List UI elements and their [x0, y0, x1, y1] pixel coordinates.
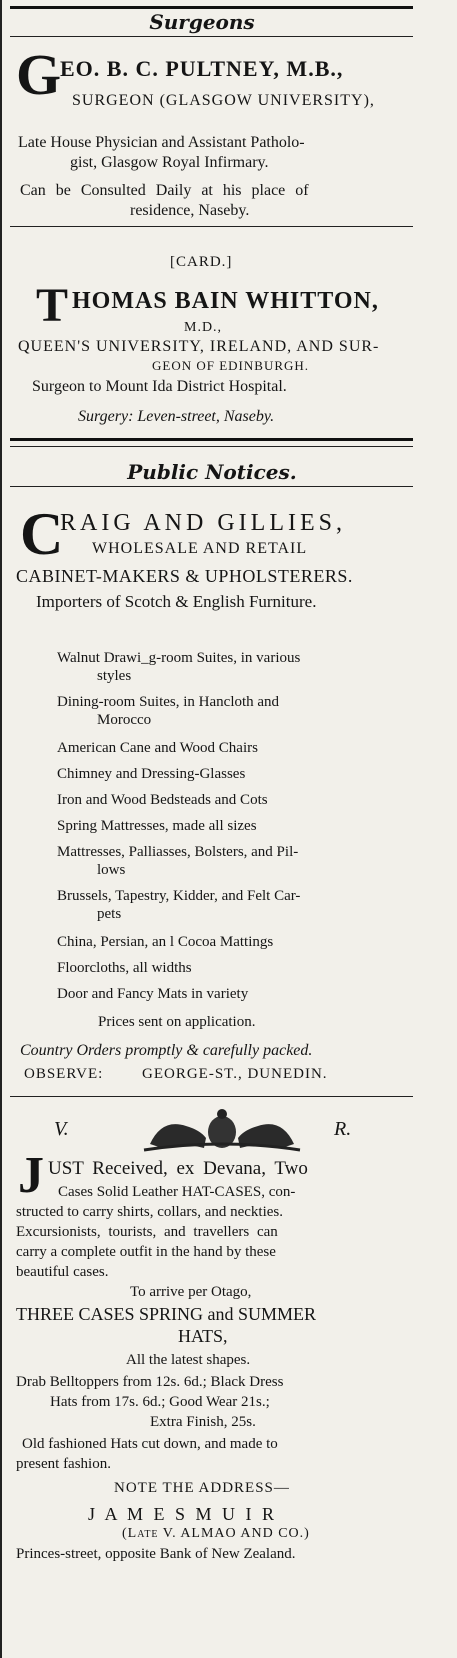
pultney-line2: SURGEON (GLASGOW UNIVERSITY), [72, 92, 375, 109]
muir-note: NOTE THE ADDRESS— [114, 1480, 290, 1496]
muir-line4: Excursionists, tourists, and travellers can [16, 1224, 278, 1240]
craig-item: Morocco [97, 712, 152, 728]
pultney-line4: gist, Glasgow Royal Infirmary. [70, 154, 269, 171]
craig-item: Spring Mattresses, made all sizes [57, 818, 257, 834]
top-rule [10, 6, 413, 9]
whitton-card: [CARD.] [170, 254, 233, 270]
pultney-name: EO. B. C. PULTNEY, M.B., [60, 56, 344, 81]
muir-line3: structed to carry shirts, collars, and neckties. [16, 1204, 283, 1220]
muir-line10: All the latest shapes. [126, 1352, 251, 1368]
section-rule-thin [10, 446, 413, 447]
craig-prices: Prices sent on application. [98, 1014, 256, 1030]
muir-line14: Old fashioned Hats cut down, and made to [22, 1436, 278, 1452]
muir-line11: Drab Belltoppers from 12s. 6d.; Black Dress [16, 1374, 284, 1390]
whitton-name: HOMAS BAIN WHITTON, [72, 288, 379, 314]
whitton-line5: Surgeon to Mount Ida District Hospital. [32, 378, 287, 395]
craig-item: China, Persian, an l Cocoa Mattings [57, 934, 274, 950]
muir-line6: beautiful cases. [16, 1264, 109, 1280]
craig-line2: WHOLESALE AND RETAIL [92, 540, 308, 557]
whitton-line4: GEON OF EDINBURGH. [152, 358, 310, 373]
whitton-initial: T [36, 279, 69, 332]
muir-line5: carry a complete outfit in the hand by these [16, 1244, 276, 1260]
muir-line2: Cases Solid Leather HAT-CASES, con- [58, 1184, 296, 1200]
section-rule [10, 438, 413, 441]
craig-item: pets [97, 906, 122, 922]
muir-line9: HATS, [178, 1326, 228, 1346]
heading-rule [10, 36, 413, 37]
craig-item: Dining-room Suites, in Hancloth and [57, 694, 280, 710]
craig-item: Door and Fancy Mats in variety [57, 986, 249, 1002]
pultney-line5: Can be Consulted Daily at his place of [20, 182, 309, 199]
craig-item: American Cane and Wood Chairs [57, 740, 258, 756]
craig-observe-address: GEORGE-ST., DUNEDIN. [142, 1066, 328, 1082]
whitton-line6: Surgery: Leven-street, Naseby. [78, 408, 275, 425]
muir-line13: Extra Finish, 25s. [150, 1414, 256, 1430]
notices-heading-rule [10, 486, 413, 487]
muir-line12: Hats from 17s. 6d.; Good Wear 21s.; [50, 1394, 270, 1410]
surgeons-heading: Surgeons [149, 10, 255, 34]
notices-heading: Public Notices. [127, 460, 297, 484]
muir-r: R. [334, 1118, 352, 1140]
muir-line7: To arrive per Otago, [130, 1284, 252, 1300]
craig-line4: Importers of Scotch & English Furniture. [36, 592, 317, 611]
craig-item: Brussels, Tapestry, Kidder, and Felt Car- [57, 888, 301, 904]
separator-rule [10, 226, 413, 227]
craig-item: Walnut Drawi_g-room Suites, in various [57, 650, 301, 666]
muir-v: V. [54, 1118, 69, 1140]
muir-line8: THREE CASES SPRING and SUMMER [16, 1304, 317, 1324]
muir-late: (Late V. ALMAO AND CO.) [122, 1526, 310, 1541]
craig-item: Floorcloths, all widths [57, 960, 192, 976]
craig-country: Country Orders promptly & carefully packed. [20, 1042, 313, 1059]
whitton-degree: M.D., [184, 320, 223, 335]
pultney-line3: Late House Physician and Assistant Patholo- [18, 134, 305, 151]
craig-line3: CABINET-MAKERS & UPHOLSTERERS. [16, 566, 353, 586]
craig-item: Iron and Wood Bedsteads and Cots [57, 792, 268, 808]
pultney-line6: residence, Naseby. [130, 202, 250, 219]
muir-address: Princes-street, opposite Bank of New Zealand. [16, 1546, 296, 1562]
royal-arms-crest [142, 1108, 302, 1152]
pultney-initial: G [16, 42, 62, 107]
muir-initial: J [18, 1147, 44, 1204]
muir-line15: present fashion. [16, 1456, 111, 1472]
craig-item: lows [97, 862, 126, 878]
muir-name: J A M E S M U I R [88, 1504, 278, 1524]
muir-line1: UST Received, ex Devana, Two [48, 1158, 308, 1179]
craig-item: styles [97, 668, 132, 684]
separator-rule [10, 1096, 413, 1097]
craig-name: RAIG AND GILLIES, [60, 510, 346, 536]
craig-item: Mattresses, Palliasses, Bolsters, and Pil- [57, 844, 299, 860]
craig-observe-label: OBSERVE: [24, 1066, 104, 1082]
craig-item: Chimney and Dressing-Glasses [57, 766, 246, 782]
craig-initial: C [20, 501, 64, 567]
whitton-line3: QUEEN'S UNIVERSITY, IRELAND, AND SUR- [18, 338, 380, 355]
